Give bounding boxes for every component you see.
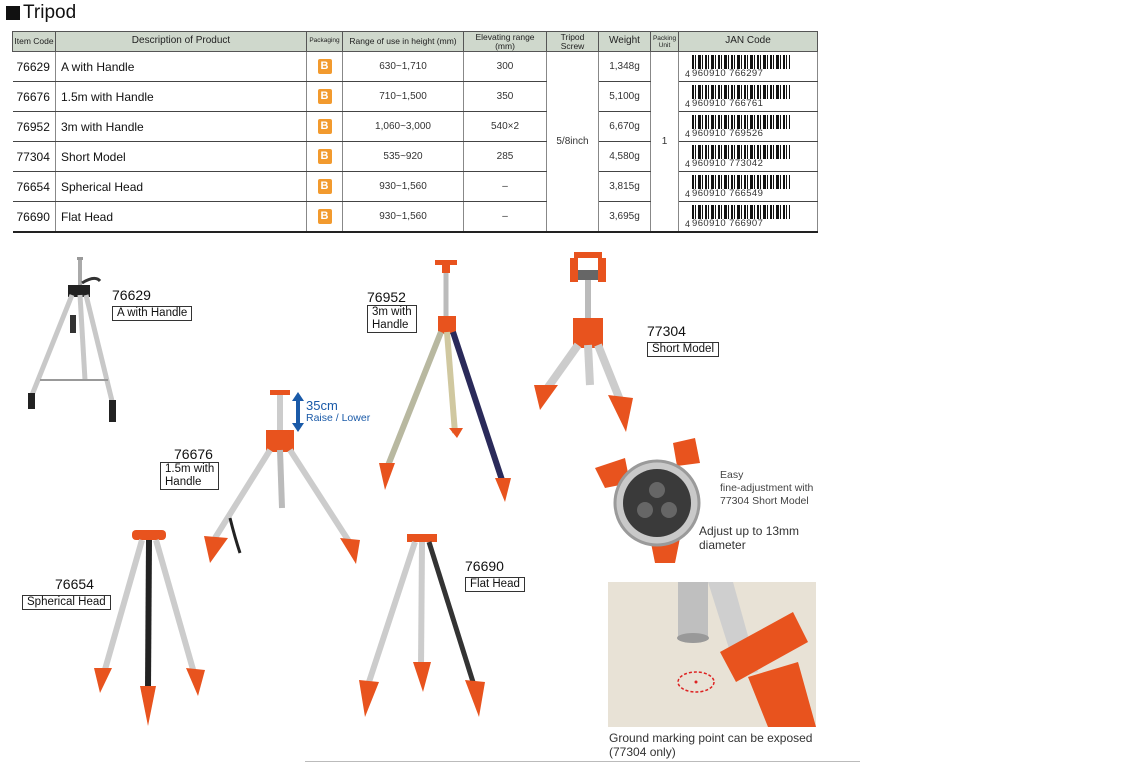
product-description: A with Handle <box>56 52 307 82</box>
packaging-badge: B <box>318 149 332 164</box>
label-name-line2: Handle <box>165 476 202 488</box>
bottom-divider <box>305 761 860 762</box>
packaging-cell <box>307 82 343 112</box>
note-easy-3: 77304 Short Model <box>720 495 809 507</box>
weight-cell: 4,580g <box>599 142 651 172</box>
jan-lead-digit: 4 <box>685 188 691 199</box>
barcode-icon <box>692 145 790 159</box>
tripod-76654-image <box>90 528 210 728</box>
weight-cell: 1,348g <box>599 52 651 82</box>
label-76654 <box>22 576 111 610</box>
packaging-badge: B <box>318 89 332 104</box>
label-name: A with Handle <box>112 306 192 321</box>
elevating-cell: 300 <box>464 52 547 82</box>
jan-lead-digit: 4 <box>685 68 691 79</box>
jan-cell <box>679 82 818 112</box>
label-name: Flat Head <box>465 577 525 592</box>
jan-number: 960910 766297 <box>692 67 764 79</box>
elevating-cell: – <box>464 172 547 202</box>
item-code: 76690 <box>13 202 56 233</box>
table-row <box>13 142 818 172</box>
elevating-cell: – <box>464 202 547 233</box>
label-code: 77304 <box>647 323 686 339</box>
packing-unit-cell: 1 <box>651 52 679 233</box>
elevating-cell: 350 <box>464 82 547 112</box>
product-description: 1.5m with Handle <box>56 82 307 112</box>
jan-number: 960910 766761 <box>692 97 764 109</box>
table-row <box>13 172 818 202</box>
jan-cell <box>679 172 818 202</box>
note-adjust-1: Adjust up to 13mm <box>699 524 800 538</box>
table-row <box>13 202 818 233</box>
weight-cell: 5,100g <box>599 82 651 112</box>
packaging-badge: B <box>318 179 332 194</box>
header-packing-unit: Packing Unit <box>651 32 679 52</box>
raise-height: 35cm <box>306 398 338 413</box>
table-row <box>13 82 818 112</box>
label-76952 <box>367 289 417 333</box>
label-code: 76952 <box>367 289 406 305</box>
packaging-cell <box>307 112 343 142</box>
range-cell: 710~1,500 <box>343 82 464 112</box>
table-header-row <box>13 32 818 52</box>
range-cell: 1,060~3,000 <box>343 112 464 142</box>
packaging-badge: B <box>318 119 332 134</box>
header-range: Range of use in height (mm) <box>343 32 464 52</box>
raise-lower-indicator <box>292 392 371 437</box>
ground-marking-note <box>609 731 812 759</box>
packaging-cell <box>307 202 343 233</box>
item-code: 76629 <box>13 52 56 82</box>
jan-lead-digit: 4 <box>685 98 691 109</box>
label-name-line2: Handle <box>372 319 409 331</box>
label-code: 76676 <box>174 446 213 462</box>
label-code: 76629 <box>112 287 151 303</box>
adjust-note <box>699 524 799 552</box>
jan-number: 960910 769526 <box>692 127 764 139</box>
spec-table <box>12 31 818 233</box>
header-weight: Weight <box>599 32 651 52</box>
header-packaging: Packaging <box>307 32 343 52</box>
note-ground-1: Ground marking point can be exposed <box>609 731 813 745</box>
label-name-line1: 1.5m with <box>165 463 215 475</box>
label-76690 <box>465 558 525 592</box>
table-row <box>13 112 818 142</box>
header-description: Description of Product <box>56 32 307 52</box>
barcode-icon <box>692 205 790 219</box>
square-bullet-icon <box>6 6 20 20</box>
note-easy-1: Easy <box>720 469 744 481</box>
barcode-icon <box>692 115 790 129</box>
barcode-icon <box>692 175 790 189</box>
weight-cell: 3,695g <box>599 202 651 233</box>
label-name <box>160 462 219 490</box>
label-name: Spherical Head <box>22 595 111 610</box>
range-cell: 930~1,560 <box>343 172 464 202</box>
label-code: 76690 <box>465 558 504 574</box>
product-description: Flat Head <box>56 202 307 233</box>
label-76676 <box>160 446 219 490</box>
jan-number: 960910 773042 <box>692 157 764 169</box>
label-code: 76654 <box>55 576 94 592</box>
item-code: 76654 <box>13 172 56 202</box>
range-cell: 930~1,560 <box>343 202 464 233</box>
packaging-cell <box>307 142 343 172</box>
jan-lead-digit: 4 <box>685 158 691 169</box>
elevating-cell: 285 <box>464 142 547 172</box>
jan-lead-digit: 4 <box>685 218 691 229</box>
header-elevating: Elevating range (mm) <box>464 32 547 52</box>
note-easy-2: fine-adjustment with <box>720 482 814 494</box>
label-name-line1: 3m with <box>372 306 412 318</box>
jan-number: 960910 766549 <box>692 187 764 199</box>
packaging-badge: B <box>318 59 332 74</box>
product-description: Short Model <box>56 142 307 172</box>
barcode-icon <box>692 85 790 99</box>
note-adjust-2: diameter <box>699 538 746 552</box>
tripod-76629-image <box>20 255 120 425</box>
tripod-77304-image <box>528 250 638 435</box>
jan-cell <box>679 142 818 172</box>
header-screw: Tripod Screw <box>547 32 599 52</box>
raise-label: Raise / Lower <box>306 412 371 424</box>
item-code: 76952 <box>13 112 56 142</box>
weight-cell: 6,670g <box>599 112 651 142</box>
item-code: 77304 <box>13 142 56 172</box>
range-cell: 630~1,710 <box>343 52 464 82</box>
up-down-arrow-icon <box>292 392 304 432</box>
label-name: Short Model <box>647 342 719 357</box>
jan-cell <box>679 112 818 142</box>
page-title <box>6 2 76 24</box>
table-row <box>13 52 818 82</box>
packaging-badge: B <box>318 209 332 224</box>
range-cell: 535~920 <box>343 142 464 172</box>
packaging-cell <box>307 172 343 202</box>
page-title-text: Tripod <box>23 2 77 23</box>
label-76629 <box>112 287 192 321</box>
header-jan: JAN Code <box>679 32 818 52</box>
packaging-cell <box>307 52 343 82</box>
product-description: Spherical Head <box>56 172 307 202</box>
barcode-icon <box>692 55 790 69</box>
weight-cell: 3,815g <box>599 172 651 202</box>
note-ground-2: (77304 only) <box>609 745 676 759</box>
jan-cell <box>679 202 818 233</box>
header-item-code: Item Code <box>13 32 56 52</box>
product-description: 3m with Handle <box>56 112 307 142</box>
item-code: 76676 <box>13 82 56 112</box>
jan-cell <box>679 52 818 82</box>
fine-adjustment-note <box>720 469 813 508</box>
label-77304 <box>647 323 719 357</box>
ground-marking-photo <box>608 582 816 727</box>
label-name <box>367 305 417 333</box>
jan-lead-digit: 4 <box>685 128 691 139</box>
screw-cell: 5/8inch <box>547 52 599 233</box>
jan-number: 960910 766907 <box>692 217 764 229</box>
elevating-cell: 540×2 <box>464 112 547 142</box>
